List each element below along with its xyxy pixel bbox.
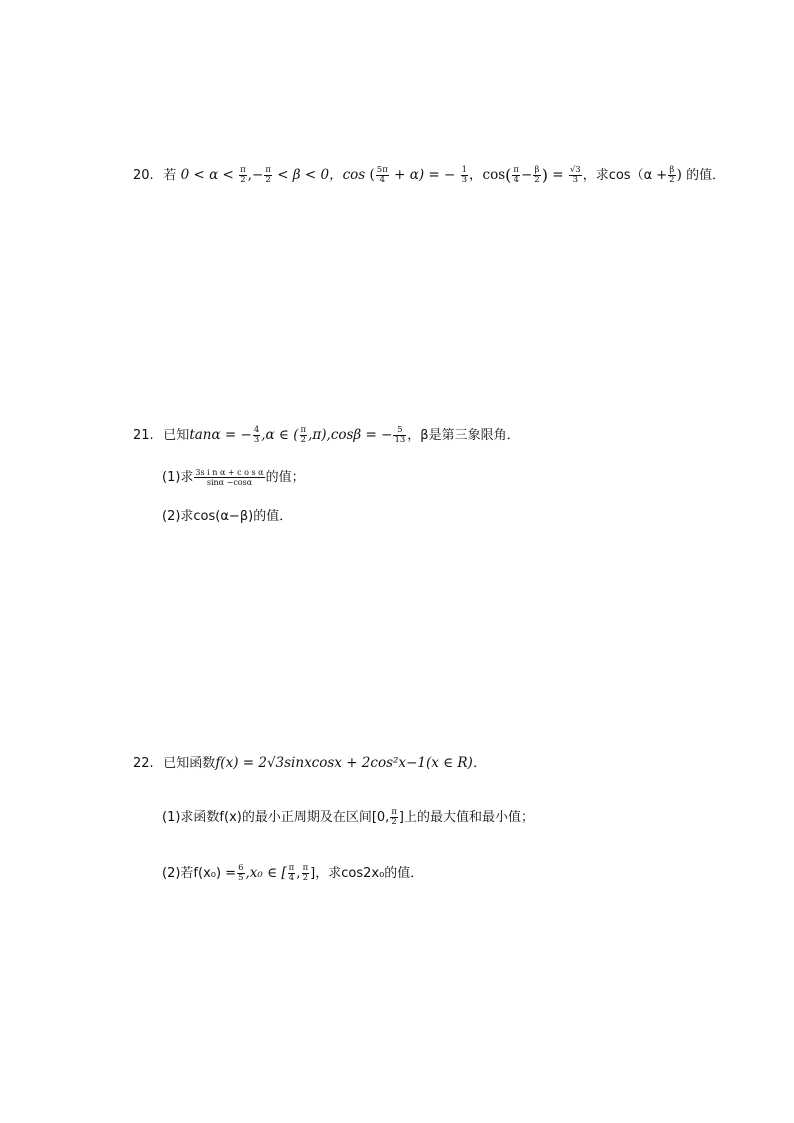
fraction: $\frac{4}{3}$ bbox=[253, 425, 260, 445]
math-text: 0 < α < bbox=[180, 167, 234, 183]
paren: ) bbox=[676, 167, 682, 183]
problem-text: 的值； bbox=[265, 470, 305, 485]
problem-number: 22. bbox=[133, 756, 154, 771]
math-text: ，cos bbox=[469, 167, 506, 183]
fraction: $\frac{√3}{3}$ bbox=[569, 165, 581, 185]
problem-21-part-1 bbox=[162, 466, 305, 487]
paren: ( bbox=[505, 165, 512, 185]
problem-21-part-2 bbox=[162, 505, 292, 524]
paren: ) bbox=[541, 165, 548, 185]
part-text: (2)若f(x₀) = bbox=[162, 866, 237, 881]
math-text: ,− bbox=[247, 167, 264, 183]
part-text: ]，求cos2x₀的值． bbox=[310, 866, 424, 881]
fraction: $\frac{\pi}{4}$ bbox=[513, 165, 519, 185]
problem-text: ，β是第三象限角． bbox=[407, 428, 520, 443]
part-text: (1)求函数f(x)的最小正周期及在区间[0, bbox=[162, 810, 390, 825]
math-text: f(x) = 2√3sinxcosx + 2cos²x−1(x ∈ R)． bbox=[215, 755, 487, 771]
math-text: ,α ∈ ( bbox=[261, 427, 299, 443]
fraction: $\frac{\pi}{2}$ bbox=[240, 165, 246, 185]
problem-number: 20. bbox=[133, 168, 154, 183]
problem-text: 已知函数 bbox=[163, 756, 216, 771]
fraction: $\frac{5}{13}$ bbox=[394, 425, 406, 445]
problem-22-part-2 bbox=[162, 862, 423, 883]
math-text: − bbox=[520, 167, 533, 183]
problem-21 bbox=[133, 425, 520, 446]
math-text: tanα = − bbox=[189, 427, 252, 443]
problem-text: 若 bbox=[163, 168, 177, 183]
math-text: , bbox=[296, 865, 301, 881]
fraction: $\frac{\pi}{2}$ bbox=[265, 165, 271, 185]
part-text: ]上的最大值和最小值； bbox=[398, 810, 534, 825]
fraction: $\frac{\pi}{2}$ bbox=[302, 863, 309, 883]
math-text: ,x₀ ∈ [ bbox=[245, 865, 287, 881]
problem-text: 的值． bbox=[686, 168, 726, 183]
fraction: $\frac{\pi}{2}$ bbox=[391, 807, 397, 827]
problem-number: 21. bbox=[133, 428, 154, 443]
problem-22-part-1 bbox=[162, 806, 534, 827]
math-text: < β < 0，cos bbox=[277, 167, 366, 183]
fraction: $\frac{6}{5}$ bbox=[238, 863, 244, 883]
problem-20 bbox=[133, 165, 725, 186]
fraction: $\frac{\text{3s i n α + c o s α}}{\sin\alpha -\cos\alpha}$ bbox=[195, 468, 264, 487]
problem-text: ，求cos（α + bbox=[582, 168, 668, 183]
math-text: ,π),cosβ = − bbox=[308, 427, 393, 443]
fraction: $\frac{\pi}{4}$ bbox=[288, 863, 295, 883]
paren: ( bbox=[369, 167, 375, 183]
math-text: + α) = − bbox=[394, 167, 456, 183]
fraction: $\frac{\beta}{2}$ bbox=[534, 165, 540, 185]
problem-22 bbox=[133, 753, 486, 774]
math-text: = bbox=[552, 167, 564, 183]
problem-text: 已知 bbox=[163, 428, 190, 443]
fraction: $\frac{\beta}{2}$ bbox=[669, 165, 675, 185]
part-text: (2)求cos(α−β)的值． bbox=[162, 509, 293, 524]
part-label: (1)求 bbox=[162, 470, 194, 485]
fraction: $\frac{5\pi}{4}$ bbox=[376, 165, 388, 185]
fraction: $\frac{\pi}{2}$ bbox=[300, 425, 307, 445]
fraction: $\frac{1}{3}$ bbox=[461, 165, 468, 185]
